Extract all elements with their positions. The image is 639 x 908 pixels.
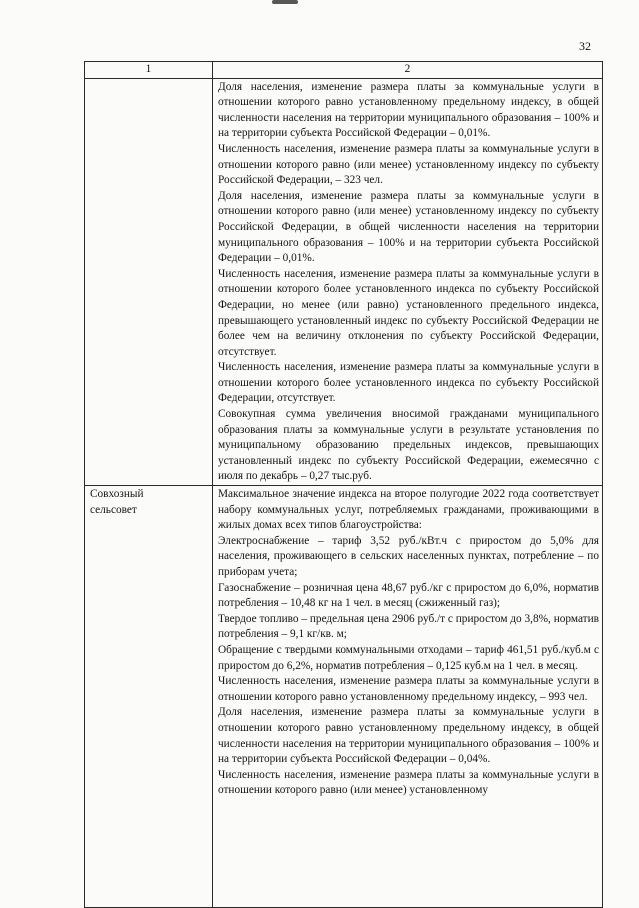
paragraph: Обращение с твердыми коммунальными отходами – тариф 461,51 руб./куб.м с приростом до 6,2%, норматив потребления – 0,125 куб.м на 1 чел. в месяц. — [218, 643, 599, 672]
scan-mark — [272, 0, 298, 4]
paragraph: Твердое топливо – предельная цена 2906 руб./т с приростом до 3,8%, норматив потребления – 9,1 кг/кв. м; — [218, 612, 599, 641]
page-number: 32 — [579, 39, 591, 53]
paragraph: Максимальное значение индекса на второе полугодие 2022 года соответствует набору коммунальных услуг, потребляемых гражданами, проживающими в жилых домах всех типов благоустройства: — [218, 488, 599, 532]
paragraph: Электроснабжение – тариф 3,52 руб./кВт.ч с приростом до 5,0% для населения, проживающего в сельских населенных пунктах, потребление – по приборам учета; — [218, 534, 599, 578]
paragraph: Численность населения, изменение размера платы за коммунальные услуги в отношении которого равно установленному предельному индексу, – 993 чел. — [218, 675, 599, 703]
municipality-cell: Совхозный сельсовет — [85, 486, 213, 908]
paragraph: Газоснабжение – розничная цена 48,67 руб./кг с приростом до 6,0%, норматив потребления – 10,48 кг на 1 чел. в месяц (сжиженный газ); — [218, 581, 599, 610]
table-row — [85, 78, 603, 485]
paragraph: Численность населения, изменение размера платы за коммунальные услуги в отношении которого более установленного индекса по субъекту Российской Федерации, отсутствует. — [218, 361, 599, 405]
table-header-row — [85, 62, 603, 79]
municipality-cell — [85, 78, 213, 485]
paragraph: Доля населения, изменение размера платы за коммунальные услуги в отношении которого равно установленному предельному индексу, в общей численности населения на территории муниципального образования – 100% и на территории субъекта Российской Федерации – 0,01%. — [218, 80, 599, 140]
paragraph: Доля населения, изменение размера платы за коммунальные услуги в отношении которого равно установленному предельному индексу, в общей численности населения на территории муниципального образования – 100% и на территории субъекта Российской Федерации – 0,04%. — [218, 706, 599, 766]
paragraph: Доля населения, изменение размера платы за коммунальные услуги в отношении которого равно (или менее) установленному индексу по субъекту Российской Федерации, в общей численности населения на территории муниципального образования – 100% и на территории субъекта Российской Федерации – 0,01%. — [218, 189, 599, 265]
paragraph: Численность населения, изменение размера платы за коммунальные услуги в отношении которого равно (или менее) установленному — [218, 768, 599, 797]
header-col-2: 2 — [213, 62, 603, 79]
description-cell — [213, 78, 603, 485]
description-cell — [213, 486, 603, 908]
table-row — [85, 486, 603, 908]
paragraph: Совокупная сумма увеличения вносимой гражданами муниципального образования платы за коммунальные услуги в результате установления по муниципальному образованию предельных индексов, превышающих установленный индекс по субъекту Российской Федерации, ежемесячно с июля по декабрь – 0,27 тыс.руб. — [218, 408, 599, 483]
header-col-1: 1 — [85, 62, 213, 79]
paragraph: Численность населения, изменение размера платы за коммунальные услуги в отношении которого равно (или менее) установленному индексу по субъекту Российской Федерации, – 323 чел. — [218, 142, 599, 187]
paragraph: Численность населения, изменение размера платы за коммунальные услуги в отношении которого более установленного индекса по субъекту Российской Федерации, но менее (или равно) установленного предельного индекса, превышающего установленный индекс по субъекту Российской Федерации не более чем на величину отклонения по субъекту Российской Федерации, отсутствует. — [218, 267, 599, 358]
data-table — [84, 61, 603, 908]
